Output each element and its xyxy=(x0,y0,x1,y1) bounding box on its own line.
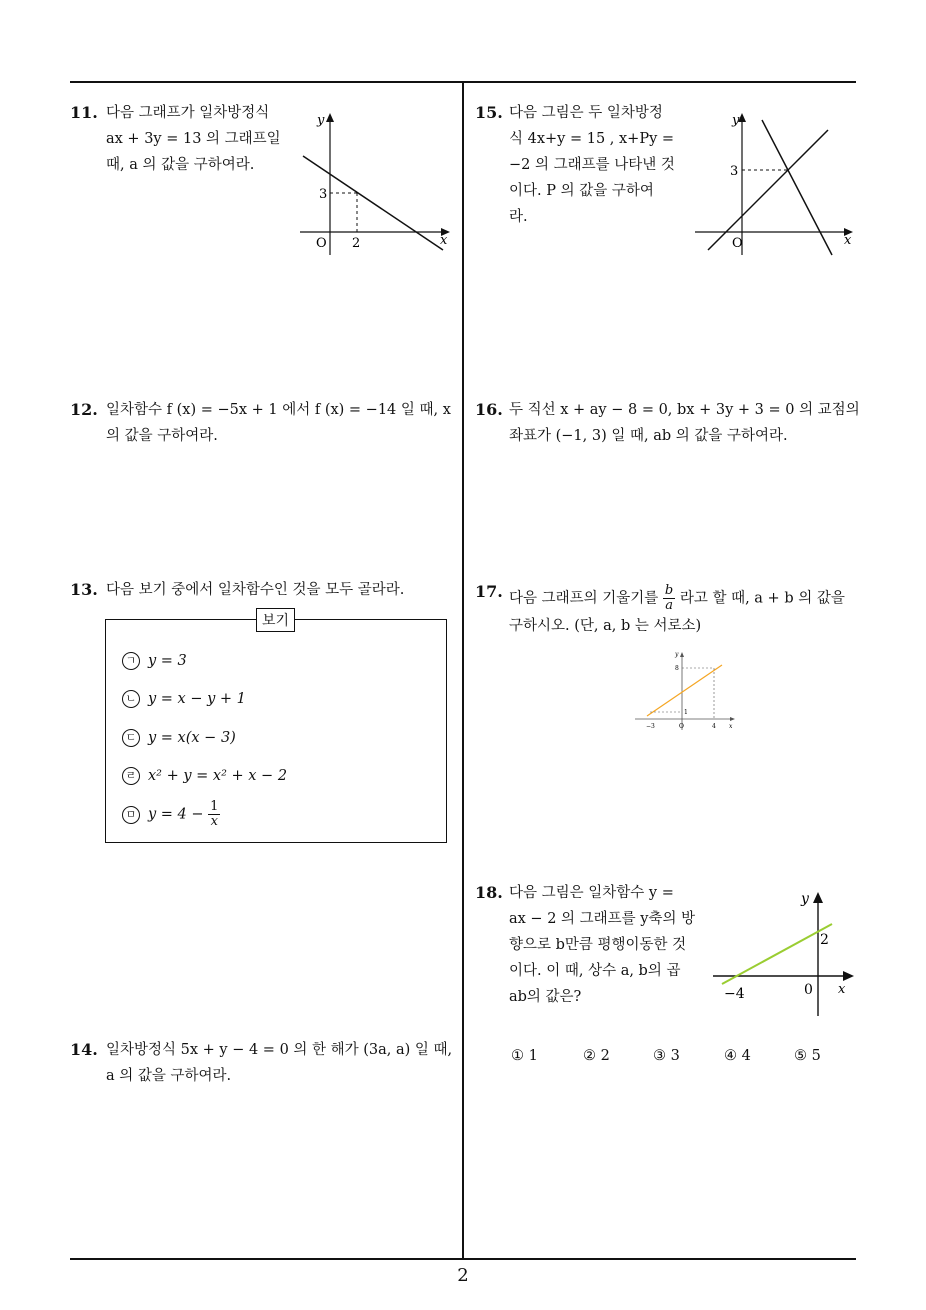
tick-y-top: 8 xyxy=(675,665,679,672)
tick-y-label: 3 xyxy=(319,187,328,202)
choice-1[interactable]: ① 1 xyxy=(511,1048,538,1064)
tick-x-label: −4 xyxy=(724,986,745,1002)
bogi-item: ㄱ y = 3 xyxy=(122,652,187,670)
tick-x-left: −3 xyxy=(646,723,655,730)
choice-2[interactable]: ② 2 xyxy=(583,1048,610,1064)
center-divider xyxy=(462,81,464,1259)
x-axis-label: x xyxy=(440,233,448,248)
bogi-item: ㄹ x² + y = x² + x − 2 xyxy=(122,767,287,785)
question-text: 두 직선 x + ay − 8 = 0, bx + 3y + 3 = 0 의 교점의 좌표가 (−1, 3) 일 때, ab 의 값을 구하여라. xyxy=(509,402,860,444)
question-text: 다음 그림은 일차함수 y = ax − 2 의 그래프를 y축의 방 향으로 b만큼 평행이동한 것 이다. 이 때, 상수 a, b의 곱 ab의 값은? xyxy=(509,885,696,1005)
choice-5[interactable]: ⑤ 5 xyxy=(794,1048,821,1064)
question-text: 일차함수 f (x) = −5x + 1 에서 f (x) = −14 일 때, x 의 값을 구하여라. xyxy=(106,402,451,444)
y-axis-label: y xyxy=(317,113,325,128)
question-number: 11. xyxy=(70,103,98,122)
question-number: 17. xyxy=(475,582,503,601)
bogi-item: ㄴ y = x − y + 1 xyxy=(122,690,246,708)
choice-3[interactable]: ③ 3 xyxy=(653,1048,680,1064)
tick-y-label: 3 xyxy=(730,164,739,179)
question-number: 13. xyxy=(70,580,98,599)
fraction: $\frac{b}{a}$ xyxy=(664,583,674,613)
question-text: 다음 보기 중에서 일차함수인 것을 모두 골라라. xyxy=(106,582,405,598)
choice-4[interactable]: ④ 4 xyxy=(724,1048,751,1064)
question-text: 다음 그림은 두 일차방정 식 4x+y = 15 , x+Py = −2 의 그래프를 나타낸 것 이다. P 의 값을 구하여 라. xyxy=(509,105,675,225)
bottom-rule xyxy=(70,1258,856,1260)
tick-x-label: 2 xyxy=(352,236,361,251)
y-axis-label: y xyxy=(801,891,809,907)
x-axis-label: x xyxy=(838,982,846,997)
question-number: 14. xyxy=(70,1040,98,1059)
question-text: 일차방정식 5x + y − 4 = 0 의 한 해가 (3a, a) 일 때, a 의 값을 구하여라. xyxy=(106,1042,453,1084)
q15-graph xyxy=(690,110,860,258)
origin-label: O xyxy=(679,723,684,730)
tick-x-right: 4 xyxy=(712,723,716,730)
bogi-item: ㅁ y = 4 − $\frac{1}{x}$ xyxy=(122,800,220,829)
question-text: 다음 그래프의 기울기를 $\frac{b}{a}$ 라고 할 때, a + b 의 값을 구하시오. (단, a, b 는 서로소) xyxy=(509,583,845,634)
question-number: 16. xyxy=(475,400,503,419)
q11-graph xyxy=(295,110,455,260)
fraction: $\frac{1}{x}$ xyxy=(210,799,219,829)
page-number: 2 xyxy=(457,1265,469,1286)
y-axis-label: y xyxy=(732,113,740,128)
x-axis-label: x xyxy=(729,723,733,730)
q17-graph xyxy=(632,648,737,738)
bogi-label: 보기 xyxy=(256,608,295,632)
question-number: 12. xyxy=(70,400,98,419)
question-number: 15. xyxy=(475,103,503,122)
origin-label: 0 xyxy=(804,982,813,998)
question-number: 18. xyxy=(475,883,503,902)
origin-label: O xyxy=(732,236,743,251)
bogi-item: ㄷ y = x(x − 3) xyxy=(122,729,236,747)
y-axis-label: y xyxy=(675,651,679,658)
q18-graph xyxy=(710,888,860,1018)
tick-y-label: 2 xyxy=(820,932,829,948)
tick-y-low: 1 xyxy=(684,709,688,716)
origin-label: O xyxy=(316,236,327,251)
question-text: 다음 그래프가 일차방정식 ax + 3y = 13 의 그래프일 때, a 의 값을 구하여라. xyxy=(106,105,281,173)
x-axis-label: x xyxy=(844,233,852,248)
